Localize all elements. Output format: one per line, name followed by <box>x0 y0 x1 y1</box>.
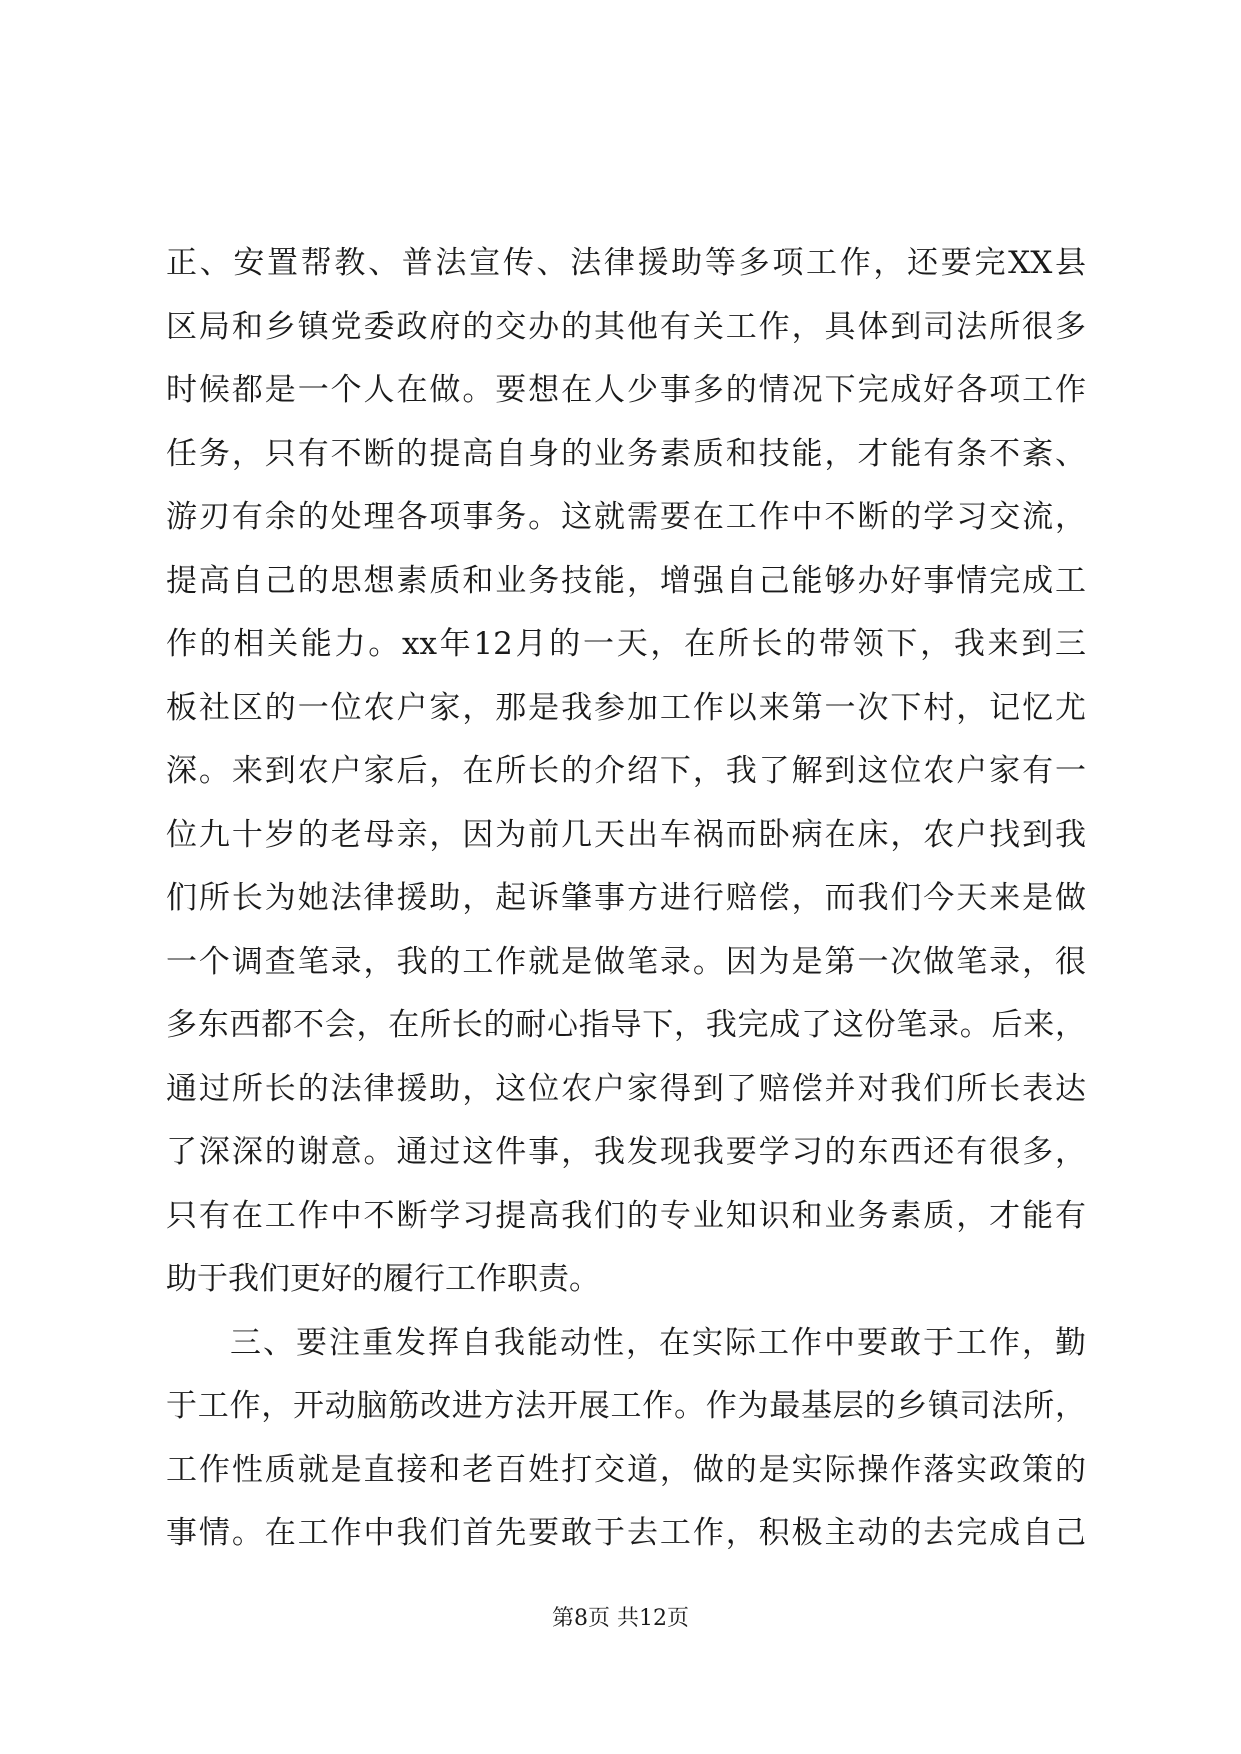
text-line: 们所长为她法律援助，起诉肇事方进行赔偿，而我们今天来是做 <box>166 880 1086 916</box>
page-number-footer: 第8页 共12页 <box>552 1606 689 1631</box>
text-line: 多东西都不会，在所长的耐心指导下，我完成了这份笔录。后来， <box>166 1007 1086 1043</box>
text-line: 工作性质就是直接和老百姓打交道，做的是实际操作落实政策的 <box>166 1451 1086 1488</box>
text-line: 了深深的谢意。通过这件事，我发现我要学习的东西还有很多， <box>166 1134 1086 1170</box>
text-line: 区局和乡镇党委政府的交办的其他有关工作，具体到司法所很多 <box>166 308 1086 345</box>
text-line: 提高自己的思想素质和业务技能，增强自己能够办好事情完成工 <box>166 562 1086 599</box>
text-line: 正、安置帮教、普法宣传、法律援助等多项工作，还要完XX县 <box>166 245 1086 281</box>
text-line: 游刃有余的处理各项事务。这就需要在工作中不断的学习交流， <box>166 499 1086 535</box>
text-line: 事情。在工作中我们首先要敢于去工作，积极主动的去完成自己 <box>166 1515 1086 1551</box>
text-line: 板社区的一位农户家，那是我参加工作以来第一次下村，记忆尤 <box>166 689 1086 726</box>
body-text <box>166 232 1086 1566</box>
text-line: 位九十岁的老母亲，因为前几天出车祸而卧病在床，农户找到我 <box>166 816 1086 853</box>
text-line: 只有在工作中不断学习提高我们的专业知识和业务素质，才能有 <box>166 1197 1086 1234</box>
text-line: 助于我们更好的履行工作职责。 <box>166 1261 600 1297</box>
text-line: 作的相关能力。xx年12月的一天，在所长的带领下，我来到三 <box>166 626 1086 662</box>
text-line: 通过所长的法律援助，这位农户家得到了赔偿并对我们所长表达 <box>166 1070 1086 1107</box>
text-line: 一个调查笔录，我的工作就是做笔录。因为是第一次做笔录，很 <box>166 943 1086 980</box>
text-line: 时候都是一个人在做。要想在人少事多的情况下完成好各项工作 <box>166 372 1086 408</box>
text-line: 任务，只有不断的提高自身的业务素质和技能，才能有条不紊、 <box>166 435 1086 472</box>
paragraph-first-line: 三、要注重发挥自我能动性，在实际工作中要敢于工作，勤 <box>230 1324 1086 1361</box>
text-line: 于工作，开动脑筋改进方法开展工作。作为最基层的乡镇司法所， <box>166 1388 1086 1424</box>
text-line: 深。来到农户家后，在所长的介绍下，我了解到这位农户家有一 <box>166 753 1086 789</box>
